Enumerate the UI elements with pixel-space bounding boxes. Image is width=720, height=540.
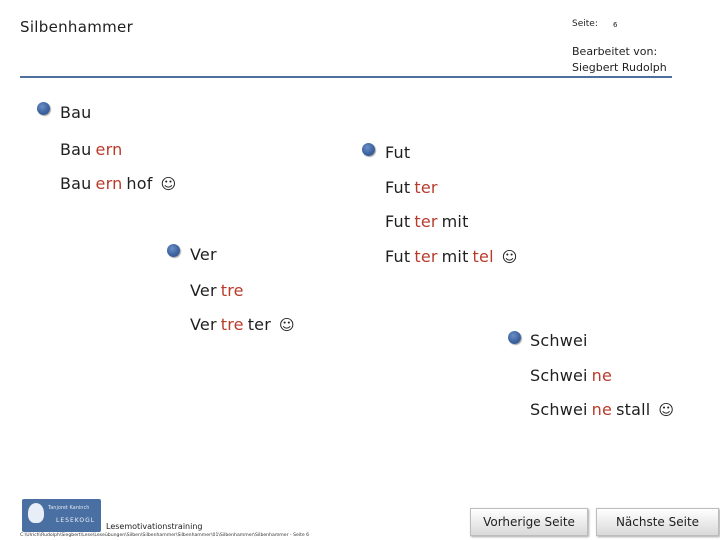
syllable: Ver [190, 281, 217, 300]
syllable: tre [220, 281, 244, 300]
word-line [530, 400, 674, 419]
lightbulb-icon [28, 503, 44, 523]
training-label: Lesemotivationstraining [106, 522, 203, 531]
syllable: ne [591, 400, 613, 419]
smiley-icon: ☺ [160, 175, 177, 193]
word-line [60, 103, 92, 122]
bullet-icon [362, 143, 375, 156]
page-label: Seite: [572, 19, 598, 29]
previous-page-button[interactable]: Vorherige Seite [470, 508, 588, 536]
smiley-icon: ☺ [278, 316, 295, 334]
syllable: Fut [385, 143, 411, 162]
word-line [190, 315, 295, 334]
syllable: ern [95, 140, 123, 159]
syllable: hof [126, 174, 153, 193]
logo [22, 499, 101, 532]
syllable: Bau [60, 103, 92, 122]
syllable: Fut [385, 178, 411, 197]
word-line [385, 247, 518, 266]
page-number: 6 [613, 21, 618, 29]
syllable: tre [220, 315, 244, 334]
syllable: ter [247, 315, 271, 334]
bullet-icon [37, 102, 50, 115]
word-line [530, 331, 588, 350]
syllable: ern [95, 174, 123, 193]
syllable: stall [616, 400, 651, 419]
syllable: Ver [190, 315, 217, 334]
syllable: Schwei [530, 331, 588, 350]
syllable: Fut [385, 247, 411, 266]
word-line [60, 140, 122, 159]
syllable: Schwei [530, 400, 588, 419]
syllable: ter [414, 178, 438, 197]
syllable: Schwei [530, 366, 588, 385]
page-title: Silbenhammer [20, 18, 134, 36]
smiley-icon: ☺ [658, 401, 675, 419]
syllable: ter [414, 247, 438, 266]
bullet-icon [167, 244, 180, 257]
logo-text-top: Tanjoret Kaninch [48, 505, 90, 511]
word-line [385, 212, 469, 231]
syllable: Bau [60, 174, 92, 193]
author-name: Siegbert Rudolph [572, 61, 667, 74]
syllable: Ver [190, 245, 217, 264]
syllable: mit [441, 212, 469, 231]
word-line [190, 281, 244, 300]
edited-by-label: Bearbeitet von: [572, 45, 658, 58]
logo-text-main: LESEKOGL [56, 517, 96, 524]
word-line [530, 366, 612, 385]
smiley-icon: ☺ [501, 248, 518, 266]
word-line [385, 143, 410, 162]
syllable: Bau [60, 140, 92, 159]
syllable: Fut [385, 212, 411, 231]
header-divider [20, 76, 672, 78]
word-line [60, 174, 176, 193]
syllable: mit [441, 247, 469, 266]
next-page-button[interactable]: Nächste Seite [596, 508, 719, 536]
file-path: C:\Ulrich\Rudolph\Siegbert\Lese\Leseübungen\Silben\Silbenhammer\Silbenhammer\01\Silbenhammer\Silbenhammer - Seite 6 [20, 533, 310, 538]
word-line [385, 178, 438, 197]
syllable: tel [472, 247, 494, 266]
word-line [190, 245, 217, 264]
bullet-icon [508, 331, 521, 344]
author-block [572, 44, 667, 76]
syllable: ne [591, 366, 613, 385]
syllable: ter [414, 212, 438, 231]
